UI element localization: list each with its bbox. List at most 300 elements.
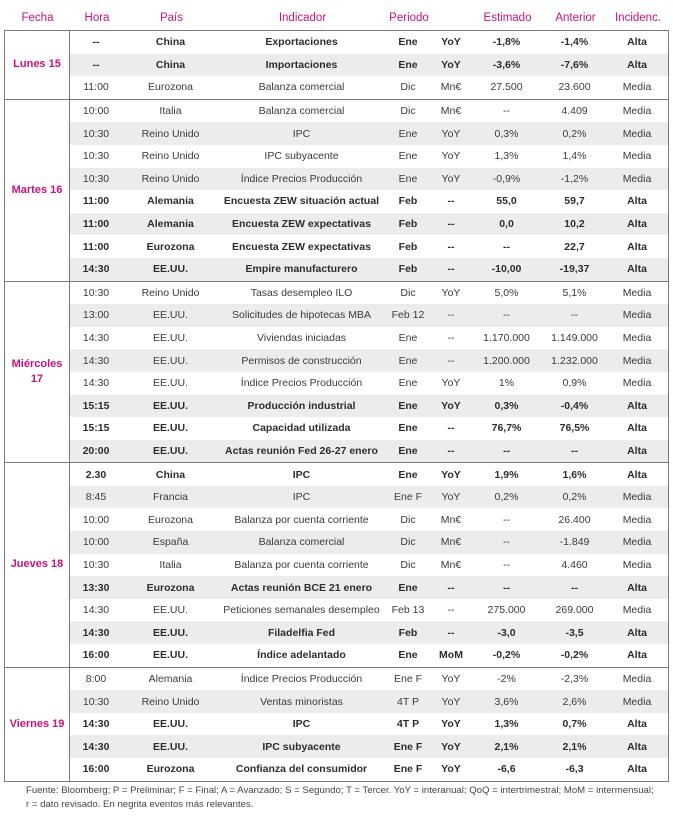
- cell-estimado: 1.170.000: [483, 332, 530, 345]
- cell-estimado: 76,7%: [491, 422, 522, 435]
- cell-anterior: 23.600: [558, 81, 591, 94]
- table-row: [70, 417, 668, 440]
- cell-pais: EE.UU.: [152, 604, 188, 617]
- cell-estimado: 1,3%: [494, 718, 519, 731]
- cell-estimado: 0,2%: [494, 491, 519, 504]
- cell-periodo: Ene: [398, 399, 418, 412]
- cell-anterior: 269.000: [555, 604, 594, 617]
- cell-unidad: --: [447, 422, 455, 435]
- cell-estimado: 1.200.000: [483, 354, 530, 367]
- cell-hora: 13:30: [82, 581, 110, 594]
- cell-periodo: Ene: [398, 58, 418, 71]
- cell-hora: 14:30: [82, 626, 110, 639]
- day-label: Miércoles 17: [5, 282, 70, 463]
- cell-periodo: Dic: [400, 286, 416, 299]
- cell-periodo: Ene: [398, 354, 418, 367]
- cell-indicador: Índice adelantado: [257, 649, 346, 662]
- cell-unidad: YoY: [441, 468, 461, 481]
- cell-indicador: Índice Precios Producción: [240, 672, 363, 685]
- cell-periodo: Dic: [400, 536, 416, 549]
- cell-indicador: Producción industrial: [247, 399, 356, 412]
- cell-anterior: 10,2: [564, 218, 585, 231]
- cell-unidad: Mn€: [440, 81, 462, 94]
- cell-unidad: YoY: [441, 672, 461, 685]
- cell-hora: 10:30: [82, 127, 110, 140]
- cell-incidencia: Media: [622, 150, 652, 163]
- cell-incidencia: Media: [622, 127, 652, 140]
- cell-pais: Reino Unido: [141, 127, 200, 140]
- cell-anterior: 1.232.000: [551, 354, 598, 367]
- header-hora: Hora: [84, 12, 110, 24]
- cell-hora: 14:30: [82, 377, 110, 390]
- cell-indicador: IPC: [292, 491, 311, 504]
- table-row: [70, 440, 668, 463]
- cell-unidad: --: [447, 354, 455, 367]
- cell-indicador: IPC: [292, 718, 311, 731]
- cell-anterior: -1,2%: [560, 172, 589, 185]
- cell-incidencia: Alta: [627, 36, 647, 49]
- table-row: [70, 531, 668, 554]
- cell-incidencia: Alta: [627, 263, 647, 276]
- cell-unidad: YoY: [441, 286, 461, 299]
- cell-estimado: --: [503, 536, 510, 549]
- cell-hora: 14:30: [82, 604, 110, 617]
- cell-anterior: 0,2%: [562, 491, 587, 504]
- cell-hora: 10:00: [82, 536, 110, 549]
- cell-anterior: --: [571, 309, 578, 322]
- cell-estimado: --: [503, 444, 510, 457]
- cell-hora: 14:30: [82, 354, 110, 367]
- cell-estimado: -1,8%: [492, 36, 521, 49]
- cell-pais: EE.UU.: [152, 718, 188, 731]
- cell-pais: EE.UU.: [152, 354, 188, 367]
- cell-estimado: -3,6%: [492, 58, 521, 71]
- cell-unidad: --: [447, 195, 455, 208]
- cell-periodo: Ene F: [393, 740, 423, 753]
- cell-pais: EE.UU.: [152, 377, 188, 390]
- cell-pais: China: [155, 36, 186, 49]
- cell-incidencia: Alta: [627, 649, 647, 662]
- table-row: [70, 213, 668, 236]
- cell-indicador: Índice Precios Producción: [240, 377, 363, 390]
- cell-unidad: Mn€: [440, 536, 462, 549]
- cell-hora: 15:15: [82, 399, 110, 412]
- cell-hora: 8:45: [85, 491, 107, 504]
- table-row: [70, 145, 668, 168]
- cell-hora: --: [92, 58, 100, 71]
- cell-unidad: --: [447, 581, 455, 594]
- cell-pais: China: [155, 58, 186, 71]
- cell-unidad: YoY: [441, 377, 461, 390]
- cell-unidad: --: [447, 263, 455, 276]
- cell-pais: Eurozona: [146, 581, 195, 594]
- cell-pais: EE.UU.: [152, 740, 188, 753]
- cell-periodo: Ene: [398, 332, 418, 345]
- cell-periodo: Ene: [398, 172, 418, 185]
- cell-estimado: 2,1%: [494, 740, 519, 753]
- cell-indicador: Capacidad utilizada: [252, 422, 351, 435]
- cell-hora: 8:00: [85, 672, 107, 685]
- table-row: [70, 735, 668, 758]
- cell-anterior: -0,2%: [560, 649, 589, 662]
- cell-anterior: 0,7%: [562, 718, 587, 731]
- cell-hora: 11:00: [82, 218, 110, 231]
- cell-estimado: -2%: [497, 672, 516, 685]
- table-row: [70, 690, 668, 713]
- cell-unidad: YoY: [441, 740, 461, 753]
- cell-estimado: -10,00: [491, 263, 522, 276]
- cell-anterior: 0,9%: [562, 377, 587, 390]
- day-group: [4, 463, 669, 667]
- cell-incidencia: Media: [622, 491, 652, 504]
- cell-pais: Italia: [159, 558, 182, 571]
- cell-periodo: Dic: [400, 513, 416, 526]
- cell-estimado: --: [503, 513, 510, 526]
- table-row: [70, 76, 668, 99]
- header-estimado: Estimado: [483, 12, 532, 24]
- cell-incidencia: Alta: [627, 763, 647, 776]
- table-row: [70, 486, 668, 509]
- cell-unidad: YoY: [441, 58, 461, 71]
- table-row: [70, 644, 668, 667]
- cell-indicador: Encuesta ZEW expectativas: [232, 218, 371, 231]
- cell-anterior: 26.400: [558, 513, 591, 526]
- cell-anterior: 0,2%: [562, 127, 587, 140]
- cell-hora: 10:00: [82, 513, 110, 526]
- cell-pais: Alemania: [147, 218, 194, 231]
- cell-estimado: --: [503, 240, 510, 253]
- cell-indicador: Actas reunión BCE 21 enero: [230, 581, 373, 594]
- cell-estimado: --: [503, 581, 510, 594]
- header-fecha: Fecha: [21, 12, 54, 24]
- cell-estimado: 0,3%: [494, 399, 519, 412]
- cell-hora: --: [92, 36, 100, 49]
- cell-pais: EE.UU.: [152, 332, 188, 345]
- cell-unidad: YoY: [441, 718, 461, 731]
- day-label: Jueves 18: [5, 463, 70, 666]
- cell-periodo: Feb 13: [391, 604, 425, 617]
- day-rows: [70, 668, 668, 781]
- cell-periodo: Feb: [398, 218, 418, 231]
- cell-anterior: -7,6%: [560, 58, 589, 71]
- cell-pais: China: [155, 468, 186, 481]
- cell-periodo: Feb: [398, 195, 418, 208]
- cell-hora: 10:30: [82, 286, 110, 299]
- cell-anterior: --: [571, 581, 578, 594]
- table-row: [70, 31, 668, 54]
- cell-periodo: 4T P: [396, 718, 420, 731]
- cell-hora: 14:30: [82, 718, 110, 731]
- cell-periodo: Feb: [398, 240, 418, 253]
- cell-indicador: IPC subyacente: [264, 150, 339, 163]
- cell-indicador: Balanza comercial: [258, 536, 345, 549]
- cell-indicador: Balanza comercial: [258, 105, 345, 118]
- cell-periodo: Dic: [400, 105, 416, 118]
- cell-periodo: Ene: [398, 36, 418, 49]
- cell-anterior: 22,7: [564, 240, 585, 253]
- cell-anterior: -1.849: [559, 536, 590, 549]
- cell-pais: Eurozona: [148, 81, 193, 94]
- cell-indicador: Actas reunión Fed 26-27 enero: [225, 444, 378, 457]
- cell-incidencia: Alta: [627, 58, 647, 71]
- cell-hora: 14:30: [82, 263, 110, 276]
- cell-hora: 11:00: [82, 195, 110, 208]
- cell-estimado: --: [503, 558, 510, 571]
- cell-unidad: Mn€: [440, 105, 462, 118]
- cell-pais: Italia: [159, 105, 182, 118]
- table-row: [70, 554, 668, 577]
- cell-indicador: Empire manufacturero: [245, 263, 358, 276]
- cell-unidad: YoY: [441, 763, 461, 776]
- cell-periodo: Ene: [398, 649, 418, 662]
- cell-estimado: -0,9%: [492, 172, 521, 185]
- cell-anterior: 2,1%: [562, 740, 587, 753]
- cell-incidencia: Alta: [627, 218, 647, 231]
- cell-anterior: 4.460: [561, 558, 588, 571]
- cell-estimado: 0,3%: [494, 127, 519, 140]
- cell-indicador: Peticiones semanales desempleo: [223, 604, 380, 617]
- cell-unidad: YoY: [441, 172, 461, 185]
- cell-hora: 10:30: [82, 172, 110, 185]
- table-row: [70, 54, 668, 77]
- cell-estimado: 3,6%: [494, 695, 519, 708]
- cell-anterior: -2,3%: [560, 672, 589, 685]
- cell-unidad: YoY: [441, 36, 461, 49]
- header-anterior: Anterior: [555, 12, 596, 24]
- cell-hora: 10:30: [82, 150, 110, 163]
- cell-indicador: Balanza comercial: [258, 81, 345, 94]
- cell-incidencia: Alta: [627, 399, 647, 412]
- cell-incidencia: Alta: [627, 581, 647, 594]
- cell-incidencia: Media: [622, 332, 652, 345]
- cell-periodo: Ene: [398, 377, 418, 390]
- cell-unidad: --: [447, 604, 455, 617]
- cell-unidad: --: [447, 218, 455, 231]
- cell-indicador: Filadelfia Fed: [267, 626, 336, 639]
- cell-unidad: YoY: [441, 491, 461, 504]
- cell-incidencia: Media: [622, 309, 652, 322]
- cell-anterior: -19,37: [559, 263, 590, 276]
- day-rows: [70, 463, 668, 666]
- cell-periodo: Feb: [398, 263, 418, 276]
- cell-indicador: Importaciones: [265, 58, 338, 71]
- cell-hora: 13:00: [82, 309, 110, 322]
- cell-anterior: -0,4%: [560, 399, 589, 412]
- cell-estimado: 1,9%: [494, 468, 519, 481]
- day-group: [4, 282, 669, 464]
- cell-hora: 2.30: [85, 468, 107, 481]
- cell-anterior: 1.149.000: [551, 332, 598, 345]
- cell-hora: 14:30: [82, 332, 110, 345]
- cell-indicador: Permisos de construcción: [241, 354, 362, 367]
- table-row: [70, 758, 668, 781]
- day-label: Lunes 15: [5, 31, 70, 99]
- cell-periodo: Dic: [400, 558, 416, 571]
- header-periodo: Periodo: [389, 12, 429, 24]
- cell-anterior: -3,5: [565, 626, 584, 639]
- cell-anterior: --: [571, 444, 578, 457]
- cell-indicador: IPC: [292, 468, 311, 481]
- cell-incidencia: Alta: [627, 240, 647, 253]
- cell-hora: 20:00: [82, 444, 110, 457]
- table-row: [70, 304, 668, 327]
- cell-incidencia: Media: [622, 604, 652, 617]
- cell-indicador: IPC: [292, 127, 311, 140]
- cell-periodo: Ene F: [393, 672, 422, 685]
- table-row: [70, 258, 668, 281]
- table-row: [70, 713, 668, 736]
- day-rows: [70, 282, 668, 463]
- cell-periodo: Ene: [398, 422, 418, 435]
- cell-estimado: 275.000: [487, 604, 526, 617]
- cell-unidad: Mn€: [440, 558, 462, 571]
- cell-estimado: 27.500: [490, 81, 523, 94]
- cell-periodo: Feb: [398, 626, 418, 639]
- cell-incidencia: Media: [622, 377, 652, 390]
- cell-pais: Reino Unido: [141, 150, 200, 163]
- cell-incidencia: Media: [622, 695, 652, 708]
- cell-indicador: Balanza por cuenta corriente: [234, 513, 369, 526]
- cell-unidad: MoM: [439, 649, 463, 662]
- cell-incidencia: Media: [622, 672, 652, 685]
- cell-unidad: Mn€: [440, 513, 462, 526]
- cell-pais: Eurozona: [146, 240, 195, 253]
- cell-indicador: Tasas desempleo ILO: [250, 286, 353, 299]
- cell-incidencia: Alta: [627, 740, 647, 753]
- cell-periodo: Ene F: [393, 763, 423, 776]
- table-row: [70, 190, 668, 213]
- cell-incidencia: Media: [622, 172, 652, 185]
- cell-anterior: 2,6%: [562, 695, 587, 708]
- cell-incidencia: Media: [622, 286, 652, 299]
- cell-unidad: YoY: [441, 695, 461, 708]
- cell-periodo: 4T P: [397, 695, 419, 708]
- cell-incidencia: Media: [622, 513, 652, 526]
- cell-hora: 10:00: [82, 105, 110, 118]
- cell-anterior: 4.409: [561, 105, 588, 118]
- cell-incidencia: Alta: [627, 195, 647, 208]
- cell-periodo: Feb 12: [391, 309, 425, 322]
- cell-periodo: Ene F: [393, 491, 422, 504]
- cell-hora: 15:15: [82, 422, 110, 435]
- table-row: [70, 599, 668, 622]
- cell-incidencia: Alta: [627, 422, 647, 435]
- cell-incidencia: Media: [622, 536, 652, 549]
- cell-periodo: Dic: [400, 81, 416, 94]
- cell-indicador: Balanza por cuenta corriente: [234, 558, 369, 571]
- calendar-table: [4, 6, 669, 782]
- header-pais: País: [159, 12, 183, 24]
- cell-periodo: Ene: [398, 444, 418, 457]
- cell-pais: Reino Unido: [141, 695, 200, 708]
- day-group: [4, 30, 669, 100]
- day-groups: [4, 30, 669, 782]
- cell-estimado: 1,3%: [494, 150, 519, 163]
- table-row: [70, 100, 668, 123]
- cell-estimado: -0,2%: [492, 649, 521, 662]
- cell-pais: EE.UU.: [152, 422, 188, 435]
- cell-pais: Alemania: [147, 195, 194, 208]
- cell-hora: 11:00: [83, 81, 109, 94]
- cell-incidencia: Alta: [627, 444, 647, 457]
- cell-pais: EE.UU.: [152, 263, 188, 276]
- cell-incidencia: Media: [622, 558, 652, 571]
- cell-hora: 10:30: [82, 695, 110, 708]
- day-rows: [70, 31, 668, 99]
- table-row: [70, 168, 668, 191]
- cell-indicador: Ventas minoristas: [260, 695, 343, 708]
- table-row: [70, 282, 668, 305]
- cell-hora: 14:30: [82, 740, 110, 753]
- cell-unidad: --: [447, 240, 455, 253]
- table-row: [70, 508, 668, 531]
- cell-estimado: -6,6: [497, 763, 516, 776]
- cell-incidencia: Media: [622, 354, 652, 367]
- table-row: [70, 235, 668, 258]
- cell-anterior: -6,3: [565, 763, 584, 776]
- cell-estimado: 5,0%: [494, 286, 519, 299]
- cell-indicador: IPC subyacente: [262, 740, 341, 753]
- cell-anterior: -1,4%: [560, 36, 589, 49]
- cell-unidad: --: [447, 309, 455, 322]
- cell-unidad: YoY: [441, 127, 461, 140]
- cell-hora: 16:00: [82, 649, 110, 662]
- cell-estimado: 55,0: [496, 195, 517, 208]
- cell-hora: 11:00: [82, 240, 110, 253]
- cell-anterior: 1,6%: [562, 468, 587, 481]
- cell-incidencia: Media: [622, 81, 652, 94]
- cell-pais: EE.UU.: [152, 309, 188, 322]
- cell-pais: EE.UU.: [152, 444, 188, 457]
- day-label: Martes 16: [5, 100, 70, 281]
- cell-incidencia: Media: [622, 105, 652, 118]
- cell-pais: Eurozona: [146, 763, 195, 776]
- cell-pais: Alemania: [148, 672, 193, 685]
- cell-unidad: --: [447, 626, 455, 639]
- cell-incidencia: Alta: [627, 468, 647, 481]
- cell-pais: EE.UU.: [152, 649, 188, 662]
- cell-periodo: Ene: [398, 581, 418, 594]
- cell-indicador: Viviendas iniciadas: [256, 332, 347, 345]
- table-row: [70, 621, 668, 644]
- cell-indicador: Confianza del consumidor: [235, 763, 368, 776]
- table-header: [4, 6, 669, 30]
- cell-pais: EE.UU.: [152, 626, 188, 639]
- cell-indicador: Encuesta ZEW expectativas: [232, 240, 371, 253]
- cell-hora: 16:00: [82, 763, 110, 776]
- cell-pais: EE.UU.: [152, 399, 188, 412]
- day-rows: [70, 100, 668, 281]
- cell-incidencia: Alta: [627, 626, 647, 639]
- cell-hora: 10:30: [82, 558, 110, 571]
- cell-periodo: Ene: [398, 468, 418, 481]
- cell-anterior: 76,5%: [559, 422, 590, 435]
- cell-unidad: --: [447, 444, 455, 457]
- cell-estimado: -3,0: [497, 626, 516, 639]
- footnote: Fuente: Bloomberg; P = Preliminar; F = Final; A = Avanzado; S = Segundo; T = Tercer. YoY = interanual; QoQ = intertrimestral; MoM = intermensual; r = dato revisado. En negrita eventos más relevantes.: [26, 785, 654, 810]
- cell-incidencia: Alta: [627, 718, 647, 731]
- cell-pais: España: [152, 536, 189, 549]
- cell-periodo: Ene: [398, 127, 418, 140]
- header-incidencia: Incidenc.: [614, 12, 662, 24]
- cell-estimado: 1%: [498, 377, 515, 390]
- table-row: [70, 576, 668, 599]
- cell-anterior: 1,4%: [562, 150, 587, 163]
- cell-unidad: --: [447, 332, 455, 345]
- cell-indicador: Índice Precios Producción: [240, 172, 363, 185]
- cell-pais: Eurozona: [148, 513, 193, 526]
- table-row: [70, 395, 668, 418]
